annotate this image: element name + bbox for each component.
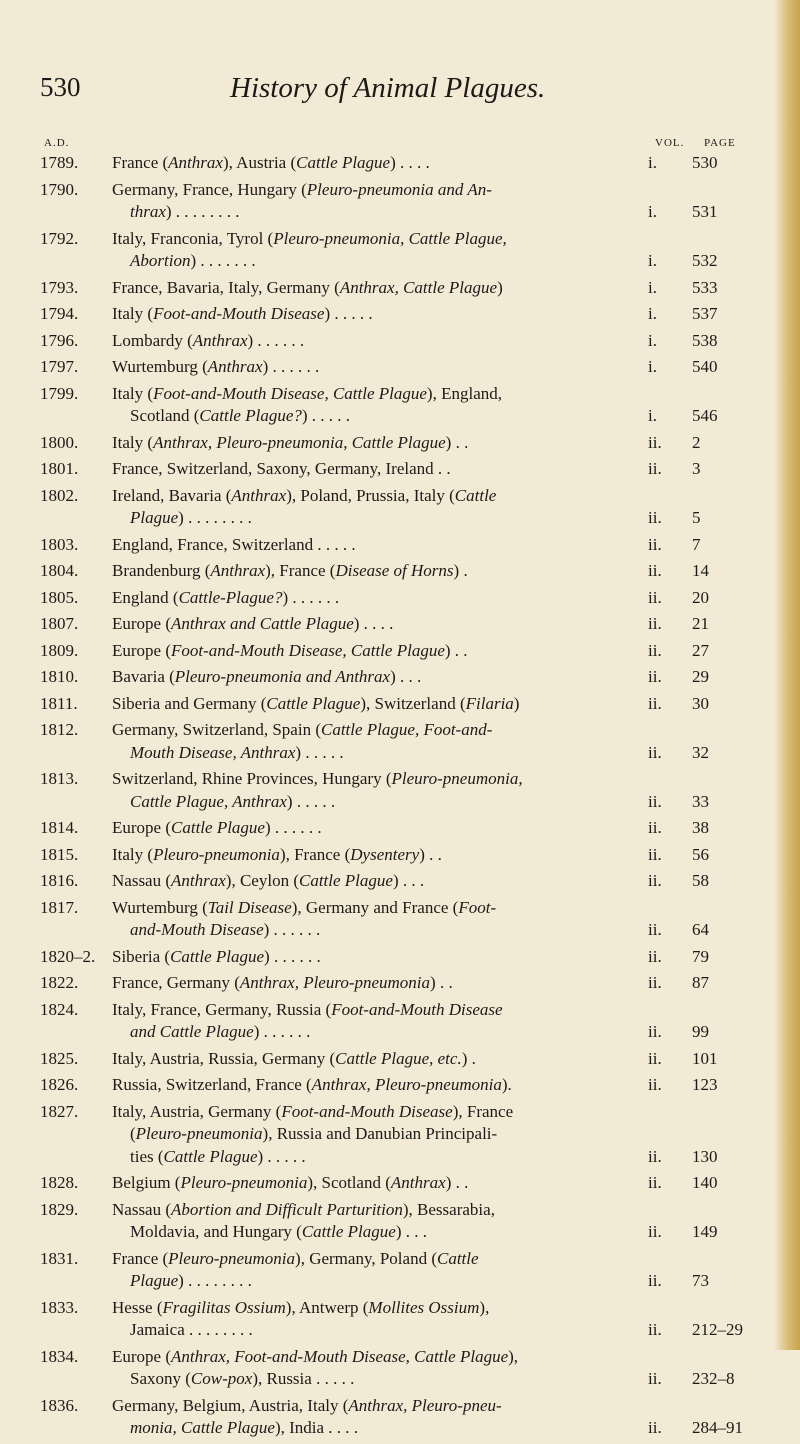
entry-year: 1822. bbox=[40, 973, 79, 992]
list-item bbox=[40, 640, 760, 663]
entry-text: France, Switzerland, Saxony, Germany, Ireland . . bbox=[112, 459, 451, 478]
list-item bbox=[40, 666, 760, 689]
entry-reference bbox=[648, 666, 778, 689]
entry-text: Lombardy (Anthrax) . . . . . . bbox=[112, 330, 305, 350]
entry-year: 1792. bbox=[40, 228, 79, 248]
entry-volume: i. bbox=[648, 330, 657, 350]
entry-reference bbox=[648, 587, 778, 610]
entry-year: 1825. bbox=[40, 1048, 79, 1068]
entry-page: 537 bbox=[692, 304, 718, 323]
entry-reference bbox=[648, 250, 778, 273]
entry-text: Italy (Foot-and-Mouth Disease) . . . . . bbox=[112, 304, 373, 323]
entry-reference bbox=[648, 303, 778, 326]
entry-reference bbox=[648, 791, 778, 814]
entry-reference bbox=[648, 640, 778, 663]
entry-page: 232–8 bbox=[692, 1369, 735, 1388]
entry-text: Switzerland, Rhine Provinces, Hungary (Pleuro-pneumonia, Cattle Plague, Anthrax) . . . . . bbox=[112, 769, 523, 811]
list-item bbox=[40, 458, 760, 481]
entry-year: 1815. bbox=[40, 844, 79, 864]
list-item bbox=[40, 719, 760, 764]
entry-reference bbox=[648, 1048, 778, 1071]
entry-page: 87 bbox=[692, 973, 709, 992]
entry-volume: ii. bbox=[648, 1222, 662, 1241]
entry-volume: i. bbox=[648, 251, 657, 270]
list-item bbox=[40, 485, 760, 530]
entry-year: 1802. bbox=[40, 485, 79, 505]
entry-page: 284–91 bbox=[692, 1418, 743, 1437]
entry-text: France (Pleuro-pneumonia), Germany, Poland (Cattle Plague) . . . . . . . . bbox=[112, 1248, 479, 1290]
entry-text: Hesse (Fragilitas Ossium), Antwerp (Mollites Ossium), Jamaica . . . . . . . . bbox=[112, 1297, 490, 1339]
entry-page: 58 bbox=[692, 871, 709, 890]
entry-text: Siberia and Germany (Cattle Plague), Switzerland (Filaria) bbox=[112, 693, 520, 713]
entry-year: 1790. bbox=[40, 179, 79, 199]
list-item bbox=[40, 1297, 760, 1342]
column-headers bbox=[44, 137, 754, 153]
entry-text: Europe (Anthrax and Cattle Plague) . . . . bbox=[112, 614, 394, 633]
entry-volume: ii. bbox=[648, 871, 662, 890]
entry-page: 27 bbox=[692, 640, 709, 660]
entry-page: 56 bbox=[692, 844, 709, 864]
page-column-header: PAGE bbox=[704, 137, 736, 149]
entry-reference bbox=[648, 1270, 778, 1293]
entry-volume: ii. bbox=[648, 1320, 662, 1339]
list-item bbox=[40, 693, 760, 716]
entry-page: 532 bbox=[692, 251, 718, 270]
entry-volume: ii. bbox=[648, 587, 662, 607]
entry-volume: ii. bbox=[648, 1369, 662, 1388]
entry-year: 1827. bbox=[40, 1101, 79, 1121]
entry-volume: ii. bbox=[648, 920, 662, 939]
entry-year: 1812. bbox=[40, 720, 79, 739]
entry-reference bbox=[648, 972, 778, 995]
entry-year: 1810. bbox=[40, 667, 79, 686]
entry-reference bbox=[648, 1319, 778, 1342]
entry-volume: ii. bbox=[648, 946, 662, 966]
entry-year: 1794. bbox=[40, 304, 79, 323]
entry-reference bbox=[648, 458, 778, 481]
entry-volume: ii. bbox=[648, 818, 662, 837]
entry-reference bbox=[648, 560, 778, 583]
entry-volume: ii. bbox=[648, 508, 662, 527]
entry-page: 32 bbox=[692, 742, 709, 762]
entry-reference bbox=[648, 356, 778, 379]
entry-reference bbox=[648, 1146, 778, 1169]
entry-reference bbox=[648, 432, 778, 455]
entry-year: 1817. bbox=[40, 897, 79, 917]
entry-year: 1799. bbox=[40, 383, 79, 403]
page-number: 530 bbox=[40, 72, 81, 102]
entry-volume: ii. bbox=[648, 561, 662, 580]
list-item bbox=[40, 1395, 760, 1440]
entry-page: 546 bbox=[692, 406, 718, 425]
entry-year: 1829. bbox=[40, 1199, 79, 1219]
entry-year: 1789. bbox=[40, 153, 79, 172]
entry-reference bbox=[648, 507, 778, 530]
entry-reference bbox=[648, 330, 778, 353]
entry-text: Bavaria (Pleuro-pneumonia and Anthrax) . . . bbox=[112, 667, 422, 686]
entry-volume: ii. bbox=[648, 973, 662, 992]
entry-page: 99 bbox=[692, 1022, 709, 1041]
list-item bbox=[40, 870, 760, 893]
entry-volume: ii. bbox=[648, 1075, 662, 1094]
entry-text: Wurtemburg (Anthrax) . . . . . . bbox=[112, 357, 320, 376]
entry-volume: ii. bbox=[648, 614, 662, 633]
entry-text: Germany, France, Hungary (Pleuro-pneumonia and An- thrax) . . . . . . . . bbox=[112, 179, 492, 221]
entry-text: Nassau (Anthrax), Ceylon (Cattle Plague) . . . bbox=[112, 871, 425, 890]
list-item bbox=[40, 560, 760, 583]
entry-year: 1831. bbox=[40, 1248, 79, 1268]
entry-text: Italy (Foot-and-Mouth Disease, Cattle Plague), England, Scotland (Cattle Plague?) . . . . . bbox=[112, 383, 502, 425]
list-item bbox=[40, 1248, 760, 1293]
entry-year: 1820–2. bbox=[40, 946, 96, 966]
entry-reference bbox=[648, 534, 778, 557]
entry-volume: ii. bbox=[648, 791, 662, 811]
entry-page: 73 bbox=[692, 1271, 709, 1290]
entry-text: Brandenburg (Anthrax), France (Disease of Horns) . bbox=[112, 561, 468, 580]
entry-page: 14 bbox=[692, 561, 709, 580]
entry-volume: i. bbox=[648, 357, 657, 376]
entry-page: 29 bbox=[692, 667, 709, 686]
entry-page: 149 bbox=[692, 1222, 718, 1241]
entry-year: 1814. bbox=[40, 818, 79, 837]
entry-year: 1797. bbox=[40, 357, 79, 376]
entry-text: Europe (Foot-and-Mouth Disease, Cattle Plague) . . bbox=[112, 640, 468, 660]
entry-volume: i. bbox=[648, 202, 657, 221]
entry-reference bbox=[648, 919, 778, 942]
entry-reference bbox=[648, 152, 778, 175]
list-item bbox=[40, 844, 760, 867]
entry-year: 1801. bbox=[40, 459, 79, 478]
entry-reference bbox=[648, 1021, 778, 1044]
entry-page: 20 bbox=[692, 587, 709, 607]
entry-page: 33 bbox=[692, 791, 709, 811]
entry-volume: i. bbox=[648, 304, 657, 323]
entry-page: 5 bbox=[692, 508, 701, 527]
entry-page: 2 bbox=[692, 432, 701, 452]
entry-text: Siberia (Cattle Plague) . . . . . . bbox=[112, 946, 321, 966]
entry-year: 1833. bbox=[40, 1297, 79, 1317]
list-item bbox=[40, 587, 760, 610]
list-item bbox=[40, 228, 760, 273]
list-item bbox=[40, 432, 760, 455]
entry-reference bbox=[648, 405, 778, 428]
entry-page: 64 bbox=[692, 920, 709, 939]
entry-page: 533 bbox=[692, 277, 718, 297]
entry-page: 140 bbox=[692, 1173, 718, 1192]
entry-volume: i. bbox=[648, 277, 657, 297]
entry-year: 1793. bbox=[40, 277, 79, 297]
list-item bbox=[40, 330, 760, 353]
list-item bbox=[40, 817, 760, 840]
entry-text: Europe (Anthrax, Foot-and-Mouth Disease, Cattle Plague), Saxony (Cow-pox), Russia . . . . . bbox=[112, 1346, 519, 1388]
entry-volume: ii. bbox=[648, 844, 662, 864]
entry-volume: ii. bbox=[648, 742, 662, 762]
entry-text: France (Anthrax), Austria (Cattle Plague) . . . . bbox=[112, 153, 430, 172]
entry-reference bbox=[648, 1221, 778, 1244]
entry-volume: ii. bbox=[648, 1048, 662, 1068]
entry-page: 79 bbox=[692, 946, 709, 966]
entry-page: 130 bbox=[692, 1146, 718, 1166]
page-header bbox=[40, 72, 740, 112]
entry-year: 1813. bbox=[40, 769, 79, 788]
entry-reference bbox=[648, 844, 778, 867]
list-item bbox=[40, 1346, 760, 1391]
year-column-header: A.D. bbox=[44, 137, 70, 149]
entry-year: 1809. bbox=[40, 640, 79, 660]
entry-reference bbox=[648, 1074, 778, 1097]
list-item bbox=[40, 972, 760, 995]
entry-page: 538 bbox=[692, 330, 718, 350]
entry-year: 1805. bbox=[40, 587, 79, 607]
entry-reference bbox=[648, 613, 778, 636]
entry-text: Nassau (Abortion and Difficult Parturition), Bessarabia, Moldavia, and Hungary (Cattle Plague) . . . bbox=[112, 1199, 495, 1241]
list-item bbox=[40, 1074, 760, 1097]
entry-volume: ii. bbox=[648, 1271, 662, 1290]
entry-page: 540 bbox=[692, 357, 718, 376]
entry-text: Europe (Cattle Plague) . . . . . . bbox=[112, 818, 322, 837]
entry-volume: ii. bbox=[648, 1022, 662, 1041]
entry-page: 531 bbox=[692, 202, 718, 221]
entry-text: Italy, Franconia, Tyrol (Pleuro-pneumonia, Cattle Plague, Abortion) . . . . . . . bbox=[112, 228, 507, 270]
entry-year: 1828. bbox=[40, 1173, 79, 1192]
list-item bbox=[40, 613, 760, 636]
running-title: History of Animal Plagues. bbox=[230, 72, 546, 104]
entry-page: 38 bbox=[692, 818, 709, 837]
volume-column-header: VOL. bbox=[655, 137, 685, 149]
entry-volume: ii. bbox=[648, 693, 662, 713]
entry-page: 21 bbox=[692, 614, 709, 633]
entry-reference bbox=[648, 870, 778, 893]
entry-volume: ii. bbox=[648, 640, 662, 660]
entry-reference bbox=[648, 1368, 778, 1391]
entry-text: Germany, Belgium, Austria, Italy (Anthrax, Pleuro-pneu- monia, Cattle Plague), India . . . . bbox=[112, 1395, 502, 1437]
list-item bbox=[40, 152, 760, 175]
entry-text: France, Bavaria, Italy, Germany (Anthrax, Cattle Plague) bbox=[112, 277, 503, 297]
list-item bbox=[40, 1048, 760, 1071]
entry-year: 1816. bbox=[40, 871, 79, 890]
entry-volume: ii. bbox=[648, 1146, 662, 1166]
entry-year: 1811. bbox=[40, 693, 78, 713]
entry-text: England, France, Switzerland . . . . . bbox=[112, 534, 356, 554]
entry-year: 1826. bbox=[40, 1075, 79, 1094]
entry-volume: i. bbox=[648, 406, 657, 425]
entry-reference bbox=[648, 817, 778, 840]
list-item bbox=[40, 356, 760, 379]
list-item bbox=[40, 277, 760, 300]
entry-year: 1800. bbox=[40, 432, 79, 452]
entry-year: 1804. bbox=[40, 561, 79, 580]
list-item bbox=[40, 179, 760, 224]
entry-reference bbox=[648, 1172, 778, 1195]
entry-page: 3 bbox=[692, 459, 701, 478]
entry-year: 1836. bbox=[40, 1395, 79, 1415]
list-item bbox=[40, 768, 760, 813]
entry-page: 101 bbox=[692, 1048, 718, 1068]
entry-text: Italy, Austria, Germany (Foot-and-Mouth Disease), France (Pleuro-pneumonia), Russia and Danubian Principali- ties (Cattle Plague) . . . . . bbox=[112, 1101, 514, 1166]
chronology-list bbox=[40, 152, 760, 1444]
entry-volume: ii. bbox=[648, 534, 662, 554]
list-item bbox=[40, 303, 760, 326]
entry-volume: ii. bbox=[648, 1418, 662, 1437]
entry-reference bbox=[648, 1417, 778, 1440]
entry-page: 123 bbox=[692, 1075, 718, 1094]
entry-year: 1803. bbox=[40, 534, 79, 554]
list-item bbox=[40, 946, 760, 969]
entry-text: Germany, Switzerland, Spain (Cattle Plague, Foot-and- Mouth Disease, Anthrax) . . . . . bbox=[112, 720, 493, 762]
entry-page: 212–29 bbox=[692, 1320, 743, 1339]
entry-volume: ii. bbox=[648, 667, 662, 686]
entry-reference bbox=[648, 946, 778, 969]
entry-volume: ii. bbox=[648, 459, 662, 478]
entry-page: 530 bbox=[692, 153, 718, 172]
list-item bbox=[40, 383, 760, 428]
list-item bbox=[40, 1199, 760, 1244]
list-item bbox=[40, 534, 760, 557]
entry-text: Ireland, Bavaria (Anthrax), Poland, Prussia, Italy (Cattle Plague) . . . . . . . . bbox=[112, 485, 497, 527]
list-item bbox=[40, 897, 760, 942]
entry-reference bbox=[648, 742, 778, 765]
entry-volume: i. bbox=[648, 153, 657, 172]
entry-year: 1796. bbox=[40, 330, 79, 350]
entry-year: 1807. bbox=[40, 614, 79, 633]
entry-volume: ii. bbox=[648, 1173, 662, 1192]
entry-reference bbox=[648, 693, 778, 716]
entry-page: 30 bbox=[692, 693, 709, 713]
entry-text: Wurtemburg (Tail Disease), Germany and France (Foot- and-Mouth Disease) . . . . . . bbox=[112, 897, 497, 939]
entry-year: 1824. bbox=[40, 999, 79, 1019]
entry-reference bbox=[648, 201, 778, 224]
entry-reference bbox=[648, 277, 778, 300]
entry-text: Russia, Switzerland, France (Anthrax, Pleuro-pneumonia). bbox=[112, 1075, 512, 1094]
entry-text: France, Germany (Anthrax, Pleuro-pneumonia) . . bbox=[112, 973, 453, 992]
entry-text: Italy (Anthrax, Pleuro-pneumonia, Cattle Plague) . . bbox=[112, 432, 469, 452]
entry-text: Italy, France, Germany, Russia (Foot-and-Mouth Disease and Cattle Plague) . . . . . . bbox=[112, 999, 503, 1041]
entry-text: Italy (Pleuro-pneumonia), France (Dysentery) . . bbox=[112, 844, 442, 864]
entry-volume: ii. bbox=[648, 432, 662, 452]
entry-text: England (Cattle-Plague?) . . . . . . bbox=[112, 587, 340, 607]
entry-text: Italy, Austria, Russia, Germany (Cattle Plague, etc.) . bbox=[112, 1048, 476, 1068]
list-item bbox=[40, 1101, 760, 1169]
entry-text: Belgium (Pleuro-pneumonia), Scotland (Anthrax) . . bbox=[112, 1173, 469, 1192]
entry-page: 7 bbox=[692, 534, 701, 554]
entry-year: 1834. bbox=[40, 1346, 79, 1366]
list-item bbox=[40, 999, 760, 1044]
list-item bbox=[40, 1172, 760, 1195]
